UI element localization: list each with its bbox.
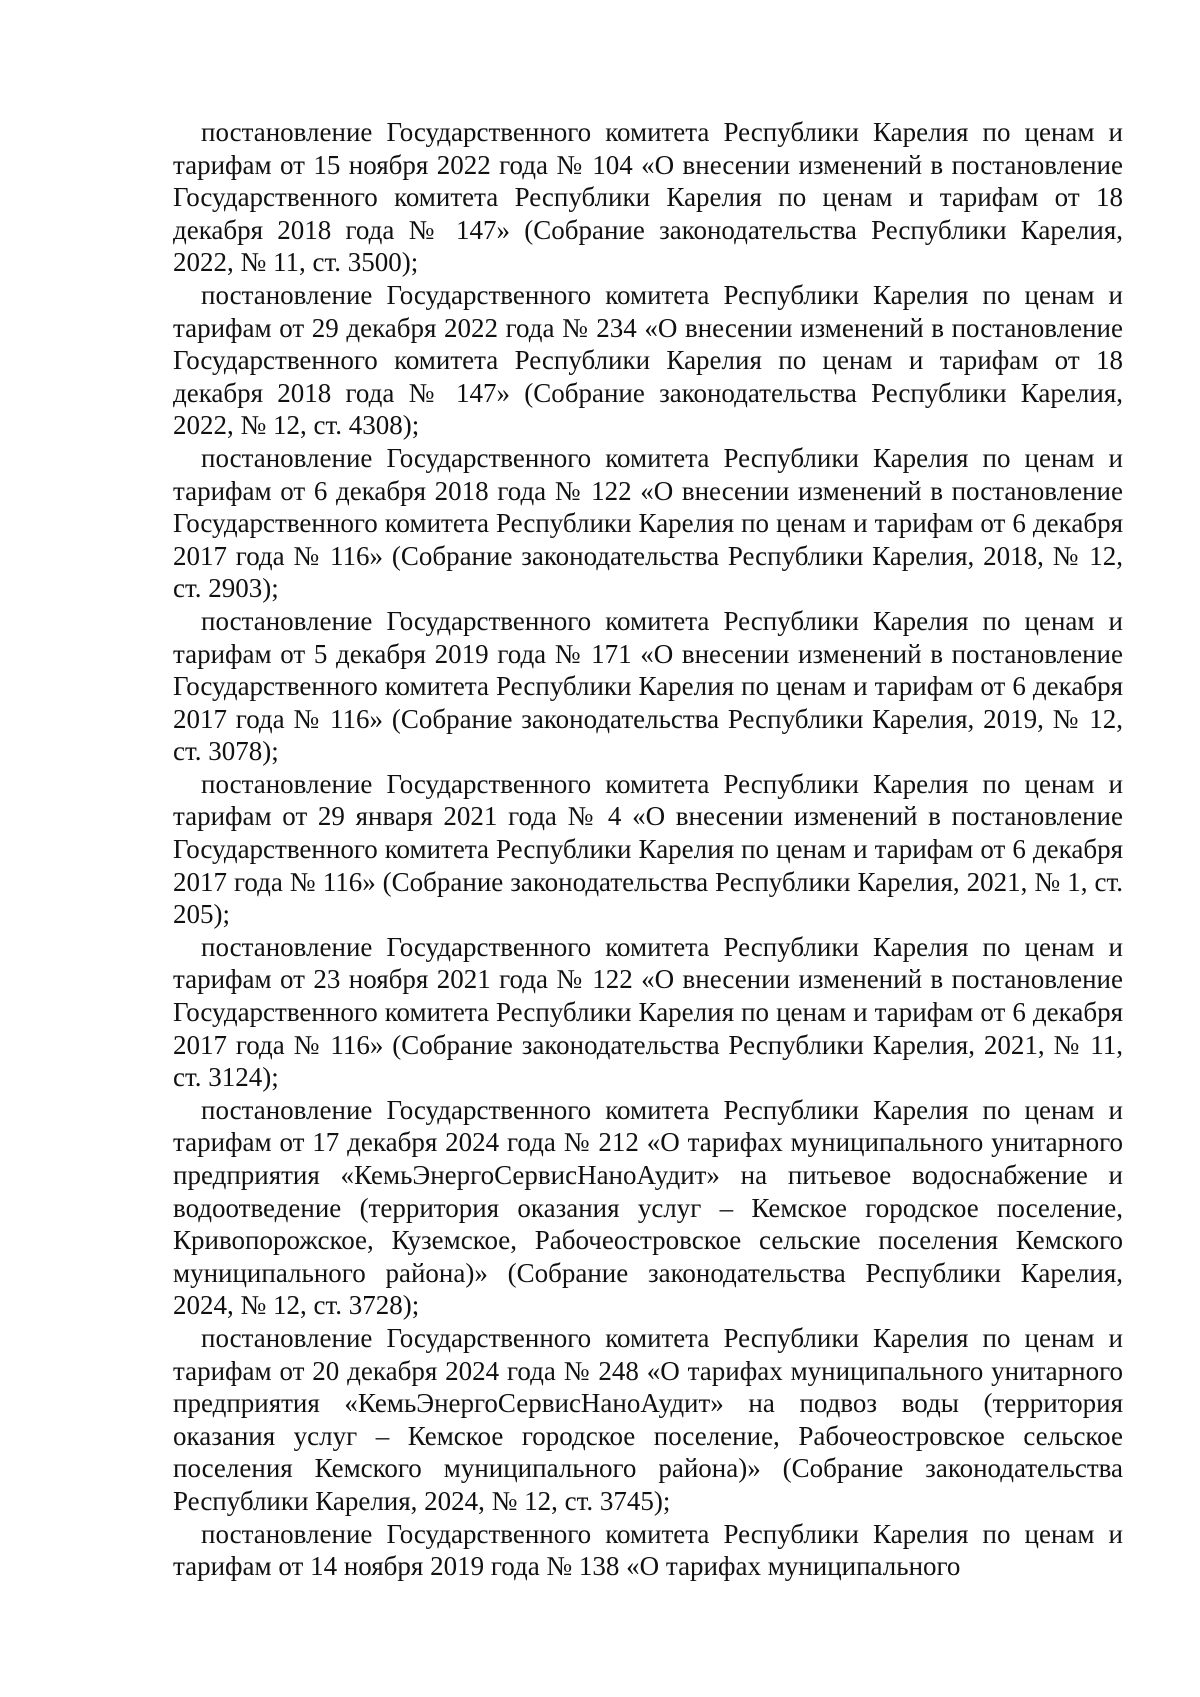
paragraph-resolution-4: постановление Государственного комитета Республики Карелия по ценам и тарифам от 29 января 2021 года № 4 «О внесении изменений в постановление Государственного комитета Республики Карелия по ценам и тарифам от 6 декабря 2017 года № 116» (Собрание законодательства Республики Карелия, 2021, № 1, ст. 205); [173,768,1123,930]
paragraph-resolution-234: постановление Государственного комитета Республики Карелия по ценам и тарифам от 29 декабря 2022 года № 234 «О внесении изменений в постановление Государственного комитета Республики Карелия по ценам и тарифам от 18 декабря 2018 года № 147» (Собрание законодательства Республики Карелия, 2022, № 12, ст. 4308); [173,279,1123,441]
paragraph-resolution-171: постановление Государственного комитета Республики Карелия по ценам и тарифам от 5 декабря 2019 года № 171 «О внесении изменений в постановление Государственного комитета Республики Карелия по ценам и тарифам от 6 декабря 2017 года № 116» (Собрание законодательства Республики Карелия, 2019, № 12, ст. 3078); [173,605,1123,767]
paragraph-resolution-212: постановление Государственного комитета Республики Карелия по ценам и тарифам от 17 декабря 2024 года № 212 «О тарифах муниципального унитарного предприятия «КемьЭнергоСервисНаноАудит» на питьевое водоснабжение и водоотведение (территория оказания услуг – Кемское городское поселение, Кривопорожское, Куземское, Рабочеостровское сельские поселения Кемского муниципального района)» (Собрание законодательства Республики Карелия, 2024, № 12, ст. 3728); [173,1094,1123,1321]
paragraph-resolution-138: постановление Государственного комитета Республики Карелия по ценам и тарифам от 14 ноября 2019 года № 138 «О тарифах муниципального [173,1518,1123,1582]
paragraph-resolution-122-2021: постановление Государственного комитета Республики Карелия по ценам и тарифам от 23 ноября 2021 года № 122 «О внесении изменений в постановление Государственного комитета Республики Карелия по ценам и тарифам от 6 декабря 2017 года № 116» (Собрание законодательства Республики Карелия, 2021, № 11, ст. 3124); [173,931,1123,1093]
paragraph-resolution-104: постановление Государственного комитета Республики Карелия по ценам и тарифам от 15 ноября 2022 года № 104 «О внесении изменений в постановление Государственного комитета Республики Карелия по ценам и тарифам от 18 декабря 2018 года № 147» (Собрание законодательства Республики Карелия, 2022, № 11, ст. 3500); [173,117,1123,278]
paragraph-resolution-248: постановление Государственного комитета Республики Карелия по ценам и тарифам от 20 декабря 2024 года № 248 «О тарифах муниципального унитарного предприятия «КемьЭнергоСервисНаноАудит» на подвоз воды (территория оказания услуг – Кемское городское поселение, Рабочеостровское сельское поселения Кемского муниципального района)» (Собрание законодательства Республики Карелия, 2024, № 12, ст. 3745); [173,1322,1123,1516]
document-page [173,116,1123,1583]
paragraph-resolution-122-2018: постановление Государственного комитета Республики Карелия по ценам и тарифам от 6 декабря 2018 года № 122 «О внесении изменений в постановление Государственного комитета Республики Карелия по ценам и тарифам от 6 декабря 2017 года № 116» (Собрание законодательства Республики Карелия, 2018, № 12, ст. 2903); [173,442,1123,604]
